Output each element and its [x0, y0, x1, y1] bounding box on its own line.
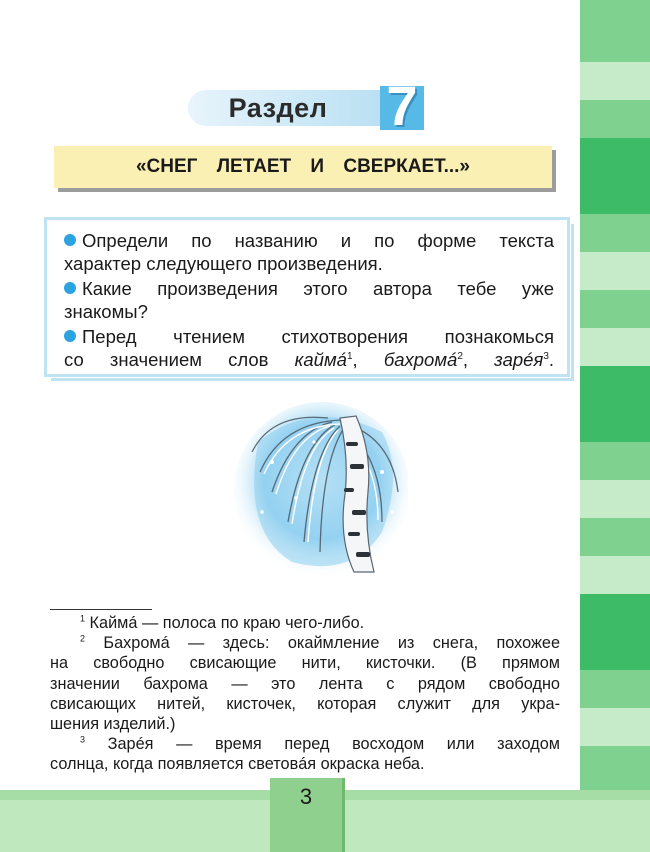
stripe-18	[580, 708, 650, 746]
stripe-5	[580, 214, 650, 252]
term-kayma: каймá	[294, 349, 347, 370]
stripe-11	[580, 442, 650, 480]
task-item-3: Перед чтением стихотворения познакомься со значением слов каймá$^1$, бахромá$^2$, зарéя$^3$.	[64, 326, 555, 370]
footnote-1: $^1$ Каймá — полоса по краю чего-либо.	[80, 613, 365, 632]
bullet-icon	[64, 330, 76, 342]
stripe-9	[580, 366, 650, 404]
footnote-rule	[50, 609, 152, 610]
stripe-13	[580, 518, 650, 556]
stripe-17	[580, 670, 650, 708]
stripe-2	[580, 100, 650, 138]
stripe-3	[580, 138, 650, 176]
bullet-icon	[64, 282, 76, 294]
stripe-12	[580, 480, 650, 518]
task-item-1: Определи по названию и по форме текста характер следующего произведения.	[64, 230, 554, 274]
stripe-7	[580, 290, 650, 328]
task-item-2: Какие произведения этого автора тебе уже знакомы?	[64, 278, 554, 322]
page-number: 3	[299, 784, 313, 809]
stripe-8	[580, 328, 650, 366]
stripe-1	[580, 62, 650, 100]
footnotes: $^1$ Каймá — полоса по краю чего-либо. $^2$ Бахромá — здесь: окаймление из снега, похожее на свободно свисающие нити, кисточки. (В прямом значении бахрома — это лента с рядом свободно свисающих нитей, кисточек, которая служит для укра- шения изделий.) $^3$ Зарéя — время перед восходом или заходом солнца, когда появляется световáя окраска неба.	[50, 613, 561, 774]
section-number: 7	[386, 74, 418, 137]
stripe-6	[580, 252, 650, 290]
term-zarya: зарéя	[494, 349, 544, 370]
side-stripes	[580, 0, 650, 790]
term-bakhroma: бахромá	[383, 349, 458, 370]
stripe-15	[580, 594, 650, 632]
bullet-icon	[64, 234, 76, 246]
stripe-10	[580, 404, 650, 442]
footnote-3: $^3$ Зарéя — время перед восходом или заходом	[80, 734, 560, 754]
footnote-2: $^2$ Бахромá — здесь: окаймление из снега, похожее	[80, 633, 561, 653]
stripe-0	[580, 0, 650, 62]
section-label: Раздел	[228, 93, 328, 123]
stripe-16	[580, 632, 650, 670]
stripe-19	[580, 746, 650, 790]
snowy-birch-illustration	[232, 402, 408, 578]
stripe-14	[580, 556, 650, 594]
section-title: «СНЕГ ЛЕТАЕТ И СВЕРКАЕТ...»	[135, 156, 470, 177]
stripe-4	[580, 176, 650, 214]
